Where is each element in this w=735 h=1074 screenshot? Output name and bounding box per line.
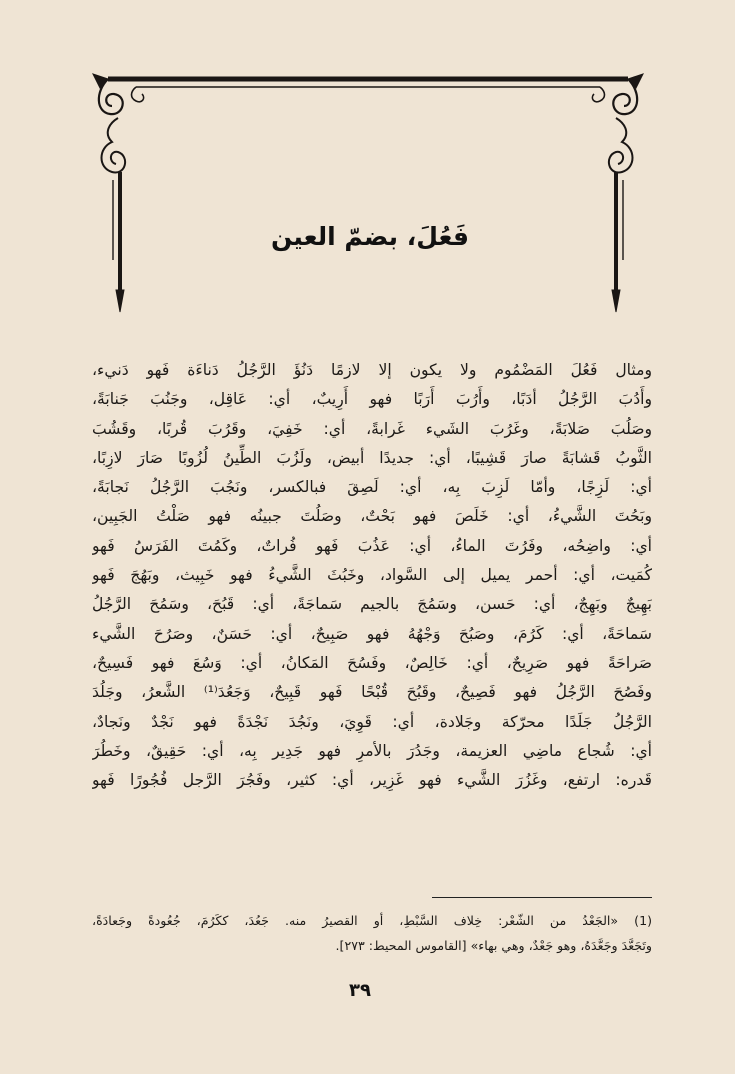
- footnote-divider: [432, 897, 652, 898]
- body-line: صَراحَةً فهو صَرِيحٌ، أي: خَالِصٌ، وفَسُحَ المَكانُ، أي: وَسُعَ فهو فَسِيحٌ،: [92, 653, 652, 672]
- body-line: وبَحُتَ الشَّيءُ، أي: خَلَصَ فهو بَحْتٌ، وصَلُتَ جبينُه فهو صَلْتُ الجَبِين،: [92, 507, 652, 526]
- frame-left-ornament: [102, 118, 126, 173]
- footnote: [92, 908, 652, 958]
- body-line: ومثال فَعُلَ المَضْمُوم ولا يكون إلا لازمًا دَنُؤَ الرَّجُلُ دَناءَة فَهو دَنيء،: [92, 361, 652, 379]
- body-line: الرَّجُلُ جَلَدًا محرّكة وجَلادة، أي: قَوِيَ، ونَجُدَ نَجْدَةً فهو نَجْدٌ ونَجادٌ،: [92, 712, 652, 731]
- body-line: بَهِيجٌ وبَهِجٌ، أي: حَسن، وسَمُجَ بالجيم سَماجَةً، أي: قَبُحَ، وسَمُحَ الرَّجُلُ: [92, 595, 652, 614]
- frame-right-ornament: [609, 118, 633, 173]
- body-line: أي: شُجاع ماضِي العزيمة، وجَدُرَ بالأمرِ فهو جَدِير بِه، أي: حَقِيقٌ، وخَطُرَ: [92, 741, 652, 760]
- body-line: قَدره: ارتفع، وغَزُرَ الشَّيء فهو غَزِير، أي: كثير، وفَجُرَ الرَّجل فُجُورًا فَهو: [92, 771, 652, 790]
- body-line: وصَلُبَ صَلابَةً، وغَرُبَ الشَيء غَرابةً، أي: خَفِيَ، وقَرُبَ قُربًا، وقَشُبَ: [92, 419, 652, 438]
- body-paragraph: [92, 356, 652, 795]
- footnote-line: وتَجَعَّدَ وجَعَّدَهُ، وهو جَعْدٌ، وهي بهاء» [القاموس المحيط: ٢٧٣].: [335, 938, 652, 953]
- body-line: أي: واضِحُه، وفَرُتَ الماءُ، أي: عَذُبَ فَهو فُراتٌ، وكَمُتَ الفَرَسُ فَهو: [92, 536, 652, 555]
- body-line: أي: لَزِجًا، وأمّا لَزِبَ بِه، أي: لَصِقَ فبالكسر، ونَجُبَ الرَّجُلُ نَجابَةً،: [92, 478, 652, 497]
- chapter-title: فَعُلَ، بضمّ العين: [270, 222, 470, 251]
- body-line: وأَدُبَ الرَّجُلُ أدَبًا، وأَرُبَ أَرَبًا فهو أَرِيبٌ، أي: عَاقِل، وجَنُبَ جَنابَةً،: [92, 390, 652, 409]
- body-line: الثَّوبُ قَشابَةً صارَ قَشِيبًا، أي: جديدًا أبيض، ولَزُبَ الطِّينُ لُزُوبًا صَارَ لازِبًا،: [92, 448, 652, 467]
- page-number: ٣٩: [349, 980, 371, 1001]
- body-line: كُمَيت، أي: أحمر يميل إلى السَّواد، وخَبُثَ الشَّيءُ فهو خَبِيث، وبَهُجَ فَهو: [92, 566, 652, 585]
- body-line: وفَصُحَ الرَّجُلُ فهو فَصِيحٌ، وقَبُحَ قُبْحًا فَهو قَبِيحٌ، وَجَعُدَ⁽¹⁾ الشَّعرُ، وجَلُدَ: [92, 683, 652, 702]
- footnote-line: (1) «الجَعْدُ من الشّعْر: خِلاف السَّبْطِ، أو القصيرُ منه. جَعُدَ، ككَرُمَ، جُعُودةً وجَعادَةً،: [92, 913, 652, 928]
- body-line: سَماحَةً، أي: كَرُمَ، وصَبُحَ وَجْهُهُ فهو صَبِيحٌ، أي: حَسَنٌ، وصَرُحَ الشَّيء: [92, 624, 652, 643]
- ornamental-frame: [0, 0, 735, 320]
